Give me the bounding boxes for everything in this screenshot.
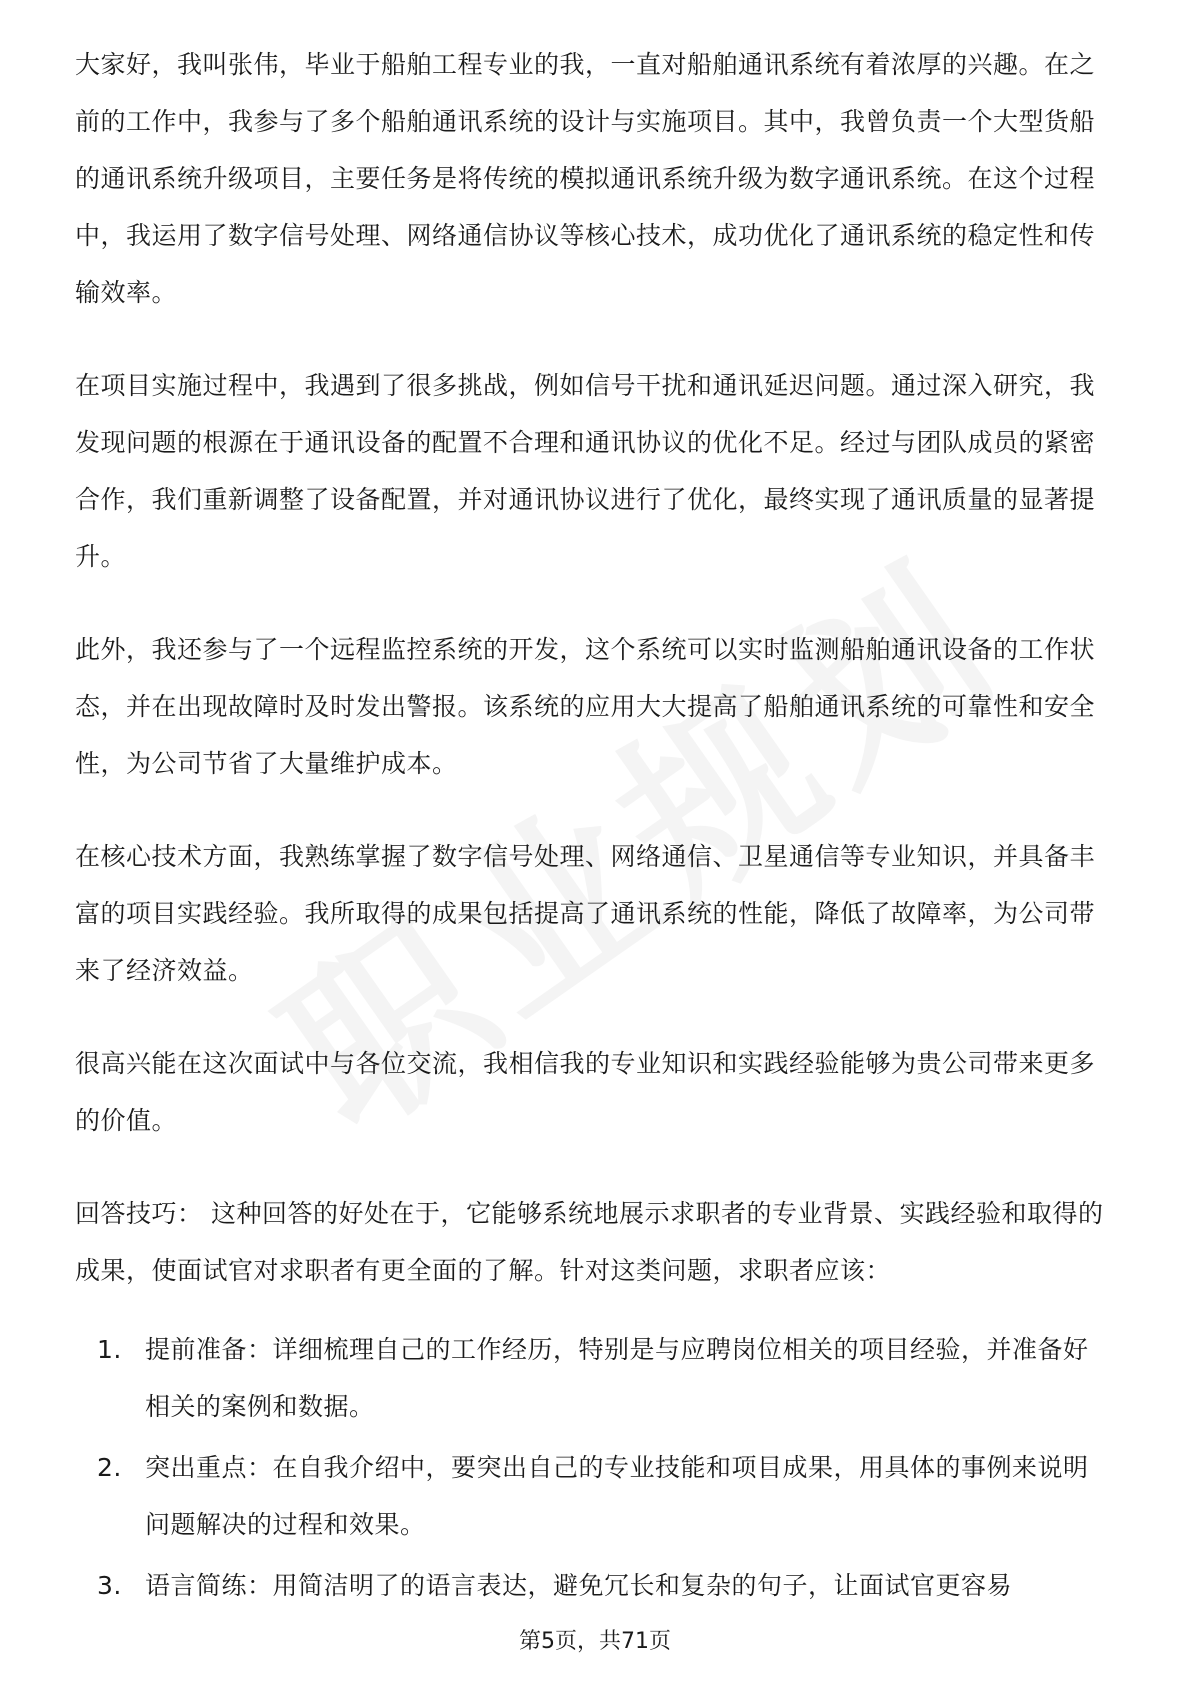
list-text: 突出重点：在自我介绍中，要突出自己的专业技能和项目成果，用具体的事例来说明问题解决的过程和效果。	[145, 1453, 1089, 1539]
paragraph-core-skills: 在核心技术方面，我熟练掌握了数字信号处理、网络通信、卫星通信等专业知识，并具备丰富的项目实践经验。我所取得的成果包括提高了通讯系统的性能，降低了故障率，为公司带来了经济效益。	[75, 842, 1096, 985]
list-text: 语言简练：用简洁明了的语言表达，避免冗长和复杂的句子，让面试官更容易	[145, 1571, 1013, 1600]
list-item	[75, 1557, 1110, 1614]
tips-list	[75, 1321, 1110, 1614]
paragraph-challenges: 在项目实施过程中，我遇到了很多挑战，例如信号干扰和通讯延迟问题。通过深入研究，我发现问题的根源在于通讯设备的配置不合理和通讯协议的优化不足。经过与团队成员的紧密合作，我们重新调整了设备配置，并对通讯协议进行了优化，最终实现了通讯质量的显著提升。	[75, 371, 1096, 571]
answer-tips: 回答技巧： 这种回答的好处在于，它能够系统地展示求职者的专业背景、实践经验和取得的成果，使面试官对求职者有更全面的了解。针对这类问题，求职者应该：	[75, 1199, 1104, 1285]
list-number: 1.	[97, 1335, 122, 1364]
paragraph-closing: 很高兴能在这次面试中与各位交流，我相信我的专业知识和实践经验能够为贵公司带来更多的价值。	[75, 1049, 1096, 1135]
list-item	[75, 1321, 1110, 1435]
list-number: 2.	[97, 1453, 122, 1482]
list-item	[75, 1439, 1110, 1553]
page-footer: 第5页，共71页	[519, 1629, 671, 1654]
paragraph-intro: 大家好，我叫张伟，毕业于船舶工程专业的我，一直对船舶通讯系统有着浓厚的兴趣。在之前的工作中，我参与了多个船舶通讯系统的设计与实施项目。其中，我曾负责一个大型货船的通讯系统升级项目，主要任务是将传统的模拟通讯系统升级为数字通讯系统。在这个过程中，我运用了数字信号处理、网络通信协议等核心技术，成功优化了通讯系统的稳定性和传输效率。	[75, 50, 1096, 307]
paragraph-remote-monitoring: 此外，我还参与了一个远程监控系统的开发，这个系统可以实时监测船舶通讯设备的工作状态，并在出现故障时及时发出警报。该系统的应用大大提高了船舶通讯系统的可靠性和安全性，为公司节省了大量维护成本。	[75, 635, 1096, 778]
list-number: 3.	[97, 1571, 122, 1600]
list-text: 提前准备：详细梳理自己的工作经历，特别是与应聘岗位相关的项目经验，并准备好相关的案例和数据。	[145, 1335, 1089, 1421]
